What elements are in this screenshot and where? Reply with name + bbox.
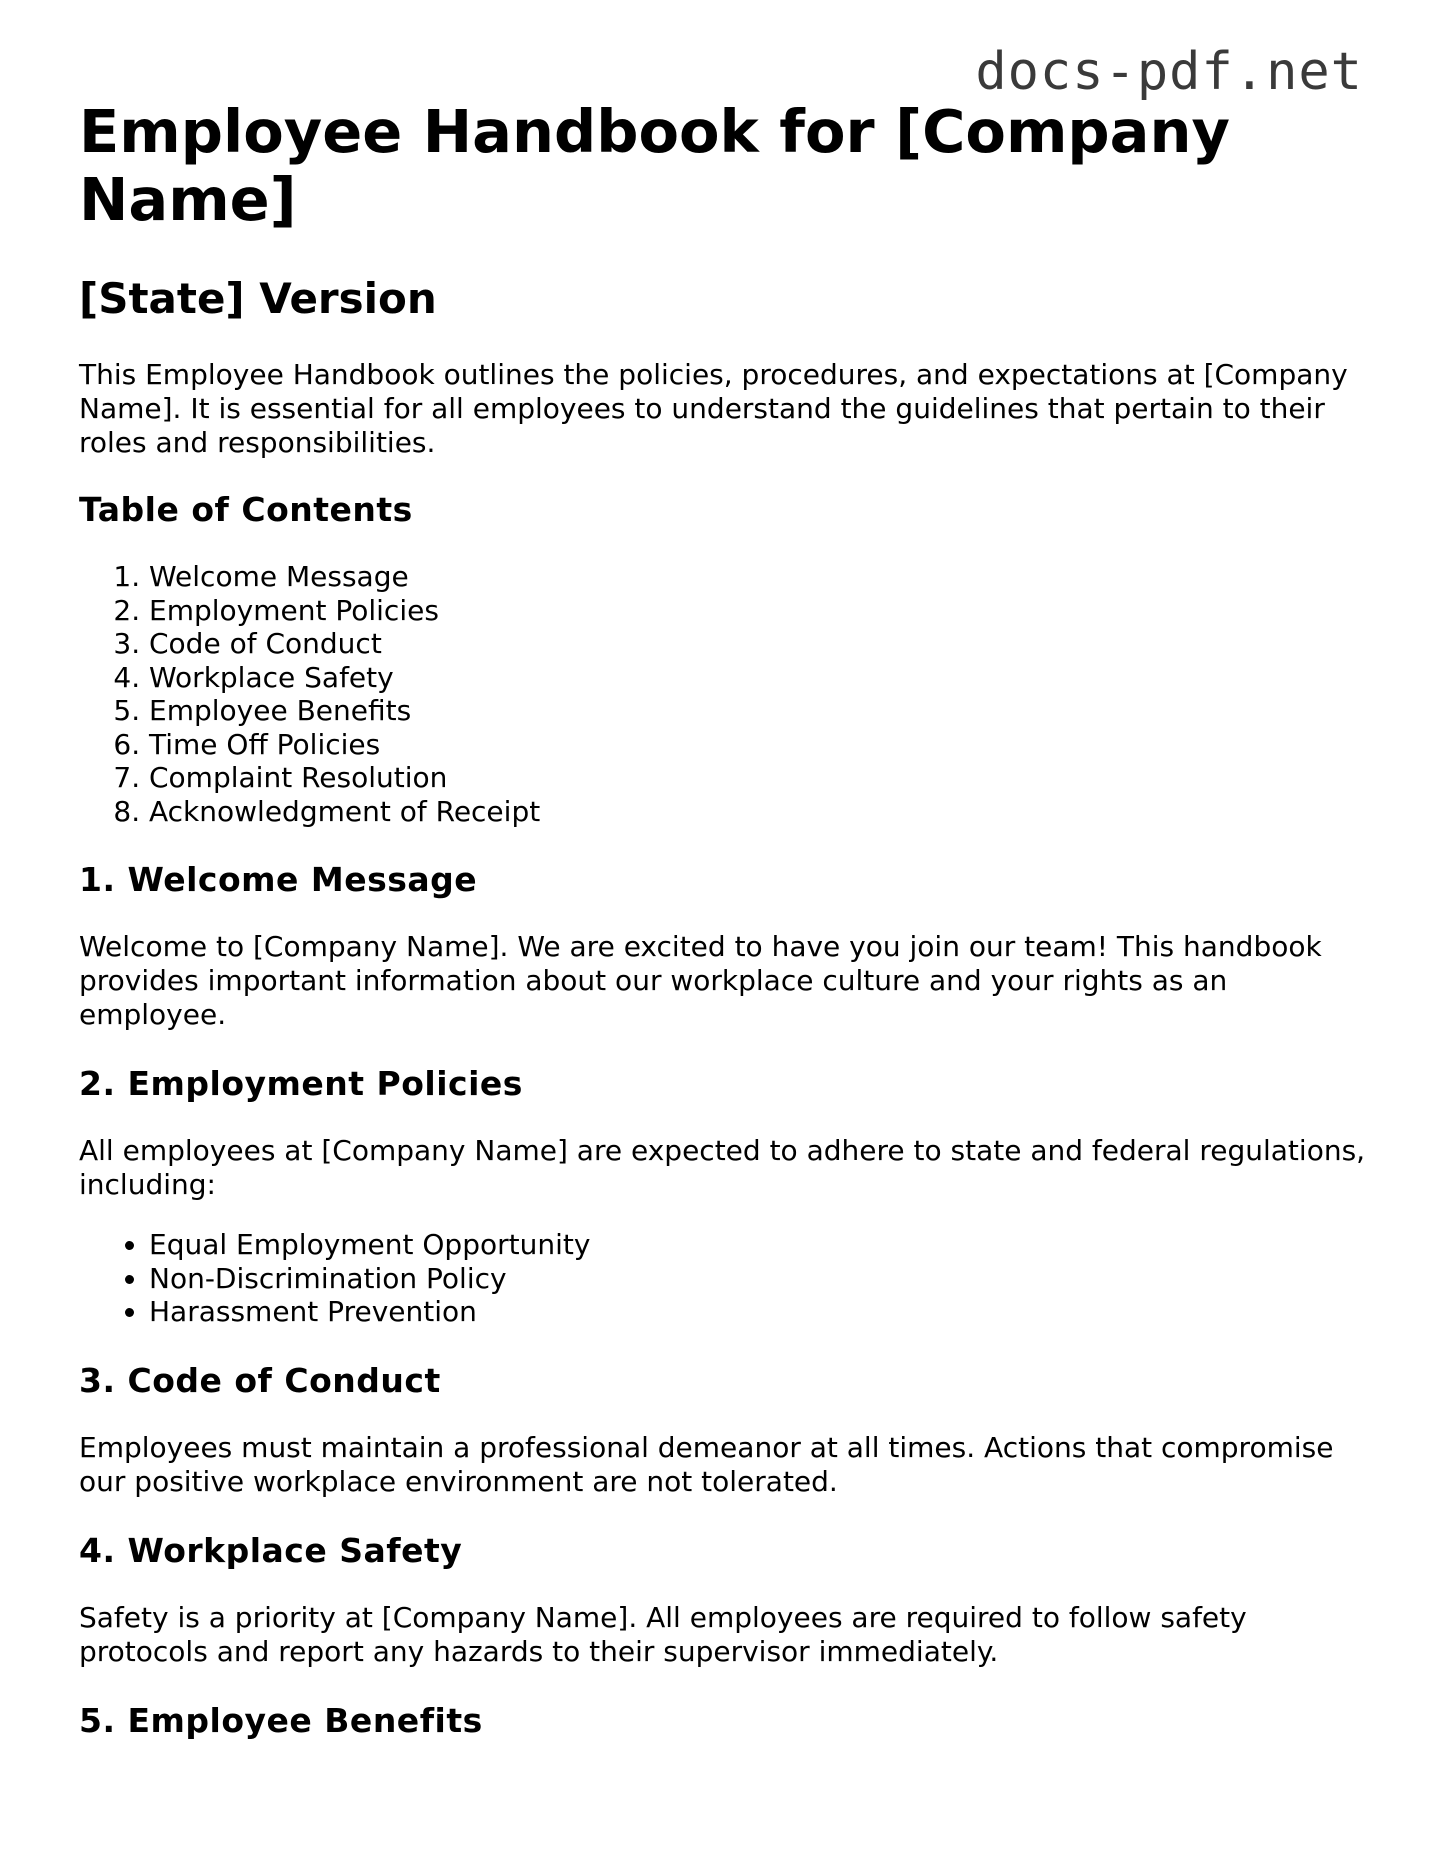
section-heading-workplace-safety: 4. Workplace Safety (79, 1530, 463, 1570)
section-heading-employee-benefits: 5. Employee Benefits (79, 1700, 483, 1740)
section-heading-employment-policies: 2. Employment Policies (79, 1064, 523, 1103)
document-page (79, 98, 1369, 1741)
document-subtitle: [State] Version (79, 274, 437, 323)
list-item: • Equal Employment Opportunity (149, 1228, 1369, 1262)
watermark: docs-pdf.net (975, 42, 1363, 102)
document-title: Employee Handbook for [Company Name] (79, 97, 1230, 234)
section-body-workplace-safety: Safety is a priority at [Company Name]. All employees are required to follow safety protocols and report any hazards to their supervisor immediately. (79, 1600, 1247, 1668)
section-heading-welcome: 1. Welcome Message (79, 860, 478, 899)
toc-item: 4. Workplace Safety (149, 661, 1369, 695)
list-item: • Non-Discrimination Policy (149, 1262, 1369, 1296)
policy-bullet-list (79, 1228, 1369, 1329)
toc-item: 8. Acknowledgment of Receipt (149, 795, 1369, 829)
toc-item: 6. Time Off Policies (149, 728, 1369, 762)
toc-item: 5. Employee Benefits (149, 694, 1369, 728)
toc-item: 2. Employment Policies (149, 594, 1369, 628)
toc-item: 1. Welcome Message (149, 560, 1369, 594)
section-body-employment-policies: All employees at [Company Name] are expected to adhere to state and federal regulations, including: (79, 1134, 1366, 1201)
intro-paragraph: This Employee Handbook outlines the policies, procedures, and expectations at [Company Name]. It is essential for all employees to understand the guidelines that pertain to their roles and responsibilities. (79, 358, 1348, 459)
section-body-welcome: Welcome to [Company Name]. We are excited to have you join our team! This handbook provides important information about our workplace culture and your rights as an employee. (79, 930, 1322, 1031)
toc-item: 3. Code of Conduct (149, 627, 1369, 661)
toc-item: 7. Complaint Resolution (149, 761, 1369, 795)
table-of-contents (79, 560, 1369, 828)
section-heading-code-of-conduct: 3. Code of Conduct (79, 1360, 441, 1400)
toc-heading: Table of Contents (79, 490, 413, 529)
section-body-code-of-conduct: Employees must maintain a professional demeanor at all times. Actions that compromise our positive workplace environment are not tolerated. (79, 1430, 1334, 1498)
list-item: • Harassment Prevention (149, 1295, 1369, 1329)
